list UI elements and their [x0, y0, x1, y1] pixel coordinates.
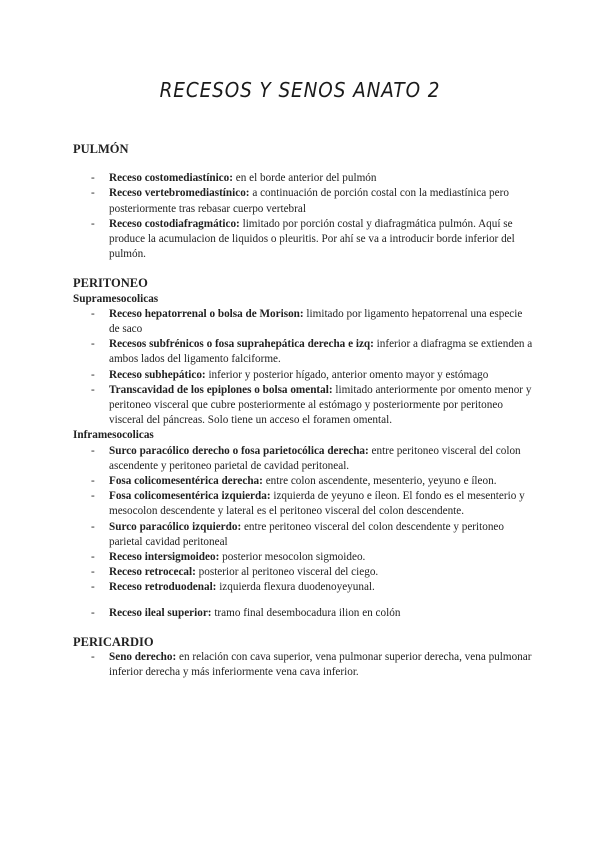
- list-item: [73, 217, 533, 263]
- item-term: Transcavidad de los epiplones o bolsa omental:: [109, 383, 333, 396]
- item-term: Seno derecho:: [109, 651, 177, 664]
- section-heading-pericardio: PERICARDIO: [73, 634, 154, 649]
- item-text: en relación con cava superior, vena pulmonar superior derecha, vena pulmonar inferior derecha y más inferiormente vena cava inferior.: [109, 651, 532, 679]
- item-term: Receso retroduodenal:: [109, 581, 217, 594]
- list-item: [73, 474, 533, 489]
- item-text: limitado por ligamento hepatorrenal una especie de saco: [109, 307, 523, 336]
- item-text: inferior a diafragma se extienden a ambos lados del ligamento falciforme.: [109, 338, 533, 366]
- list-item: [73, 368, 533, 383]
- item-term: Receso vertebromediastínico:: [109, 187, 250, 200]
- list-item: [73, 650, 533, 680]
- item-text: inferior y posterior hígado, anterior omento mayor y estómago: [205, 368, 489, 381]
- item-text: izquierda flexura duodenoyeyunal.: [216, 581, 375, 594]
- item-term: Receso ileal superior:: [109, 606, 212, 619]
- item-term: Fosa colicomesentérica derecha:: [109, 475, 263, 488]
- supramesocolicas-list: [73, 307, 533, 429]
- list-item: [73, 383, 533, 429]
- pericardio-list: [73, 650, 533, 680]
- item-text: limitado por porción costal y diafragmática pulmón. Aquí se produce la acumulacion de liquidos o pleuritis. Por ahí se va a introducir borde inferior del pulmón.: [109, 217, 515, 261]
- item-term: Receso costodiafragmático:: [109, 217, 240, 230]
- list-item: [73, 606, 533, 621]
- item-term: Receso hepatorrenal o bolsa de Morison:: [109, 307, 304, 320]
- inframesocolicas-extra-list: [73, 606, 533, 621]
- item-text: entre colon ascendente, mesenterio, yeyuno e íleon.: [262, 475, 497, 488]
- item-term: Surco paracólico izquierdo:: [109, 520, 242, 533]
- list-item: [73, 444, 533, 474]
- item-text: limitado anteriormente por omento menor y peritoneo visceral que cubre posteriormente al estómago y posteriormente por peritoneo visceral del páncreas. Solo tiene un acceso el foramen omental.: [109, 383, 532, 427]
- inframesocolicas-list: [73, 444, 533, 596]
- item-term: Receso retrocecal:: [109, 566, 196, 579]
- list-item: [73, 565, 533, 580]
- item-term: Fosa colicomesentérica izquierda:: [109, 490, 271, 503]
- document-body: [73, 142, 533, 681]
- list-item: [73, 580, 533, 595]
- pulmon-list: [73, 171, 533, 262]
- item-term: Recesos subfrénicos o fosa suprahepática derecha e izq:: [109, 338, 374, 351]
- item-text: posterior al peritoneo visceral del ciego.: [195, 566, 379, 579]
- item-term: Receso intersigmoideo:: [109, 551, 220, 564]
- item-text: posterior mesocolon sigmoideo.: [219, 551, 366, 564]
- list-item: [73, 186, 533, 216]
- list-item: [73, 550, 533, 565]
- item-text: entre peritoneo visceral del colon ascendente y peritoneo parietal de cavidad peritoneal.: [109, 444, 521, 472]
- subheading-inframesocolicas: Inframesocolicas: [73, 429, 154, 442]
- item-term: Receso subhepático:: [109, 368, 206, 381]
- item-term: Surco paracólico derecho o fosa parietocólica derecha:: [109, 444, 369, 457]
- item-text: tramo final desembocadura ilion en colón: [211, 606, 401, 619]
- list-item: [73, 307, 533, 337]
- list-item: [73, 489, 533, 519]
- item-text: izquierda de yeyuno e íleon. El fondo es el mesenterio y mesocolon descendente y lateral es el peritoneo visceral del colon descendente.: [109, 490, 525, 518]
- item-text: a continuación de porción costal con la mediastínica pero posteriormente tras rebasar cuerpo vertebral: [109, 187, 509, 215]
- list-item: [73, 337, 533, 367]
- section-heading-pulmon: PULMÓN: [73, 142, 129, 156]
- list-item: [73, 520, 533, 550]
- item-text: en el borde anterior del pulmón: [232, 172, 377, 185]
- subheading-supramesocolicas: Supramesocolicas: [73, 292, 159, 305]
- section-heading-peritoneo: PERITONEO: [73, 276, 148, 291]
- list-item: [73, 171, 533, 186]
- item-text: entre peritoneo visceral del colon descendente y peritoneo parietal cavidad peritoneal: [109, 520, 504, 548]
- item-term: Receso costomediastínico:: [109, 172, 233, 185]
- document-title: RECESOS Y SENOS ANATO 2: [159, 78, 441, 102]
